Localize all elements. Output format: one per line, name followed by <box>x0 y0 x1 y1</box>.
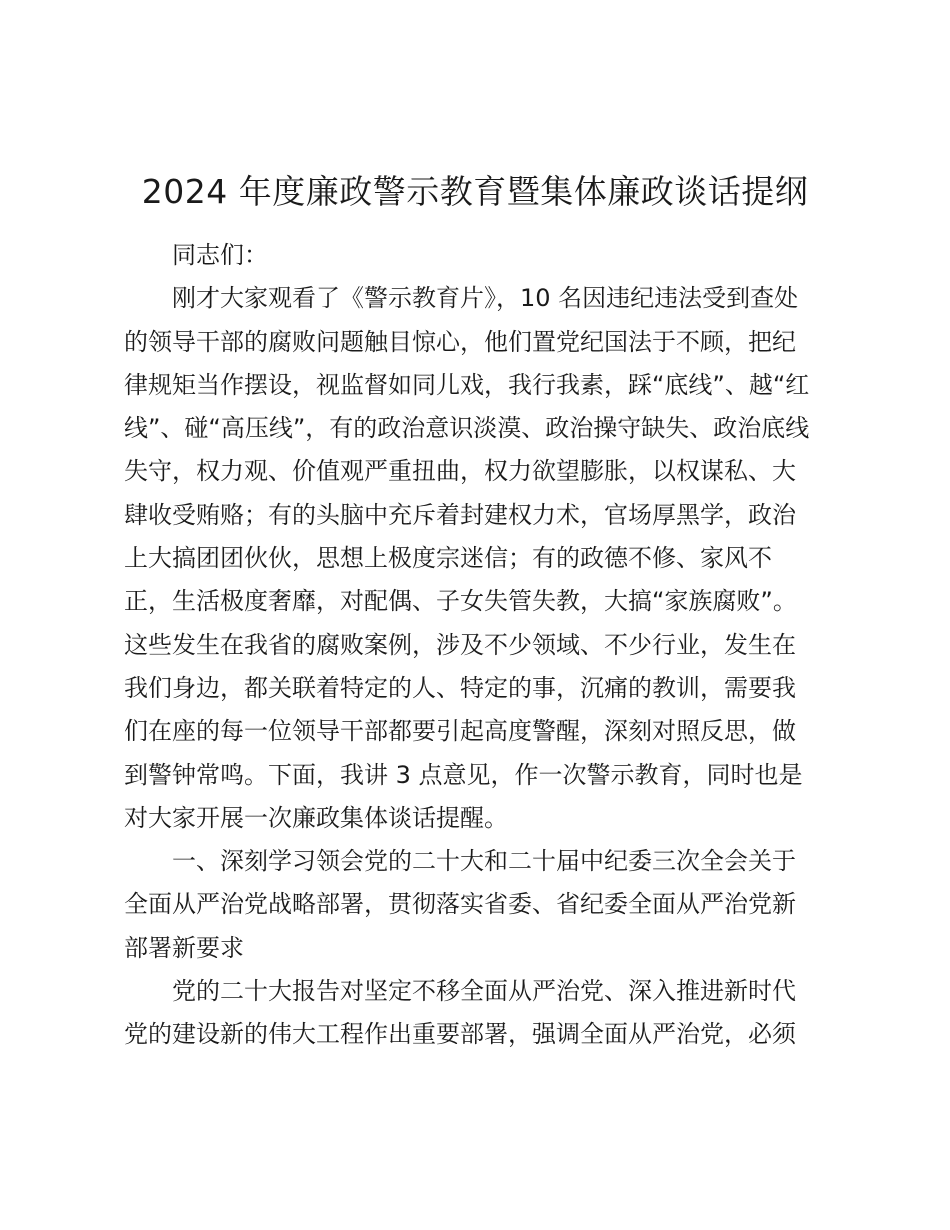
paragraph-line: 这些发生在我省的腐败案例，涉及不少领域、不少行业，发生在 <box>124 630 796 659</box>
section-heading-line: 部署新要求 <box>124 933 244 962</box>
paragraph-line: 肆收受贿赂；有的头脑中充斥着封建权力术，官场厚黑学，政治 <box>124 500 796 529</box>
section-heading-line: 全面从严治党战略部署，贯彻落实省委、省纪委全面从严治党新 <box>124 890 796 919</box>
paragraph-line: 线”、碰“高压线”，有的政治意识淡漠、政治操守缺失、政治底线 <box>124 414 810 443</box>
paragraph-line: 正，生活极度奢靡，对配偶、子女失管失教，大搞“家族腐败”。 <box>124 587 797 616</box>
paragraph-line: 律规矩当作摆设，视监督如同儿戏，我行我素，踩“底线”、越“红 <box>124 370 810 399</box>
paragraph-line: 上大搞团团伙伙，思想上极度宗迷信；有的政德不修、家风不 <box>124 544 772 573</box>
paragraph-line: 的领导干部的腐败问题触目惊心，他们置党纪国法于不顾，把纪 <box>124 327 796 356</box>
paragraph-line: 我们身边，都关联着特定的人、特定的事，沉痛的教训，需要我 <box>124 673 796 702</box>
paragraph-line: 党的二十大报告对坚定不移全面从严治党、深入推进新时代 <box>172 977 796 1006</box>
salutation-line: 同志们： <box>172 241 268 269</box>
paragraph-line: 到警钟常鸣。下面，我讲 3 点意见，作一次警示教育，同时也是 <box>124 760 803 789</box>
section-heading-line: 一、深刻学习领会党的二十大和二十届中纪委三次全会关于 <box>172 847 796 876</box>
paragraph-line: 们在座的每一位领导干部都要引起高度警醒，深刻对照反思，做 <box>124 717 796 746</box>
document-body <box>124 234 834 1057</box>
paragraph-line: 刚才大家观看了《警示教育片》，10 名因违纪违法受到查处 <box>172 284 799 313</box>
paragraph-line: 对大家开展一次廉政集体谈话提醒。 <box>124 803 508 832</box>
document-title: 2024 年度廉政警示教育暨集体廉政谈话提纲 <box>141 172 809 211</box>
paragraph-line: 党的建设新的伟大工程作出重要部署，强调全面从严治党，必须 <box>124 1020 796 1049</box>
paragraph-line: 失守，权力观、价值观严重扭曲，权力欲望膨胀，以权谋私、大 <box>124 457 796 486</box>
